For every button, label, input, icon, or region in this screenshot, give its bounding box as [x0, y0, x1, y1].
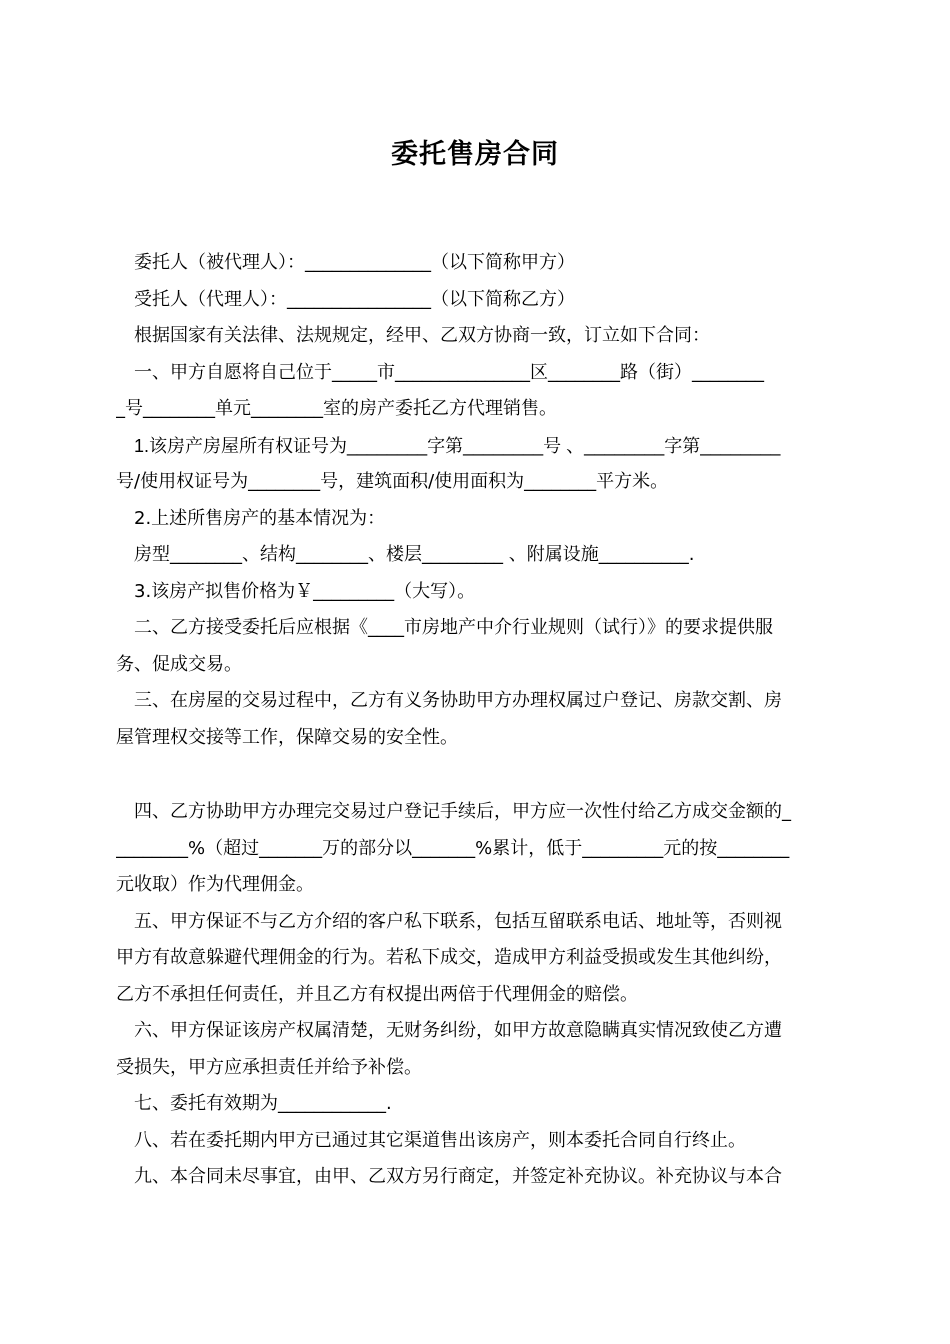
document-body: [116, 245, 836, 1196]
item-2: 2.上述所售房产的基本情况为：: [134, 507, 386, 529]
item-1-line-1: 1.该房产房屋所有权证号为________字第________号 、________字第________: [134, 435, 781, 456]
paragraph-agent: 受托人（代理人）：________________（以下简称乙方）: [134, 288, 575, 310]
clause-3-line-1: 三、在房屋的交易过程中，乙方有义务协助甲方办理权属过户登记、房款交割、房: [134, 690, 782, 711]
blank-gap: [116, 756, 836, 794]
item-2-details: 房型________、结构________、楼层_________ 、附属设施__________.: [134, 544, 695, 565]
clause-4-line-1: 四、乙方协助甲方办理完交易过户登记手续后，甲方应一次性付给乙方成交金额的_: [134, 801, 791, 822]
item-3: 3.该房产拟售价格为￥_________（大写）。: [134, 580, 476, 602]
clause-4-line-3: 元收取）作为代理佣金。: [116, 874, 314, 895]
clause-3-line-2: 屋管理权交接等工作，保障交易的安全性。: [116, 726, 458, 748]
clause-5-line-2: 甲方有故意躲避代理佣金的行为。若私下成交，造成甲方利益受损或发生其他纠纷，: [116, 947, 782, 968]
clause-2-line-1: 二、乙方接受委托后应根据《____市房地产中介行业规则（试行）》的要求提供服: [134, 617, 773, 638]
clause-6-line-2: 受损失，甲方应承担责任并给予补偿。: [116, 1056, 422, 1078]
clause-8: 八、若在委托期内甲方已通过其它渠道售出该房产，则本委托合同自行终止。: [134, 1129, 746, 1151]
clause-7: 七、委托有效期为____________.: [134, 1093, 392, 1114]
clause-5-line-3: 乙方不承担任何责任，并且乙方有权提出两倍于代理佣金的赔偿。: [116, 983, 638, 1005]
clause-1-line-2: _号________单元________室的房产委托乙方代理销售。: [116, 398, 557, 419]
clause-1-line-1: 一、甲方自愿将自己位于_____市_______________区________路（街）________: [134, 361, 764, 383]
clause-2-line-2: 务、促成交易。: [116, 653, 242, 675]
clause-9-line-1: 九、本合同未尽事宜，由甲、乙双方另行商定，并签定补充协议。补充协议与本合: [134, 1166, 782, 1187]
paragraph-preamble: 根据国家有关法律、法规规定，经甲、乙双方协商一致，订立如下合同：: [134, 325, 710, 346]
clause-5-line-1: 五、甲方保证不与乙方介绍的客户私下联系，包括互留联系电话、地址等，否则视: [134, 910, 782, 932]
item-1-line-2: 号/使用权证号为________号，建筑面积/使用面积为________平方米。: [116, 471, 669, 492]
clause-6-line-1: 六、甲方保证该房产权属清楚，无财务纠纷，如甲方故意隐瞒真实情况致使乙方遭: [134, 1020, 782, 1041]
document-title: 委托售房合同: [391, 139, 559, 170]
paragraph-principal: 委托人（被代理人）：______________（以下简称甲方）: [134, 252, 575, 273]
clause-4-line-2: ________%（超过_______万的部分以_______%累计，低于_________元的按________: [116, 837, 790, 859]
